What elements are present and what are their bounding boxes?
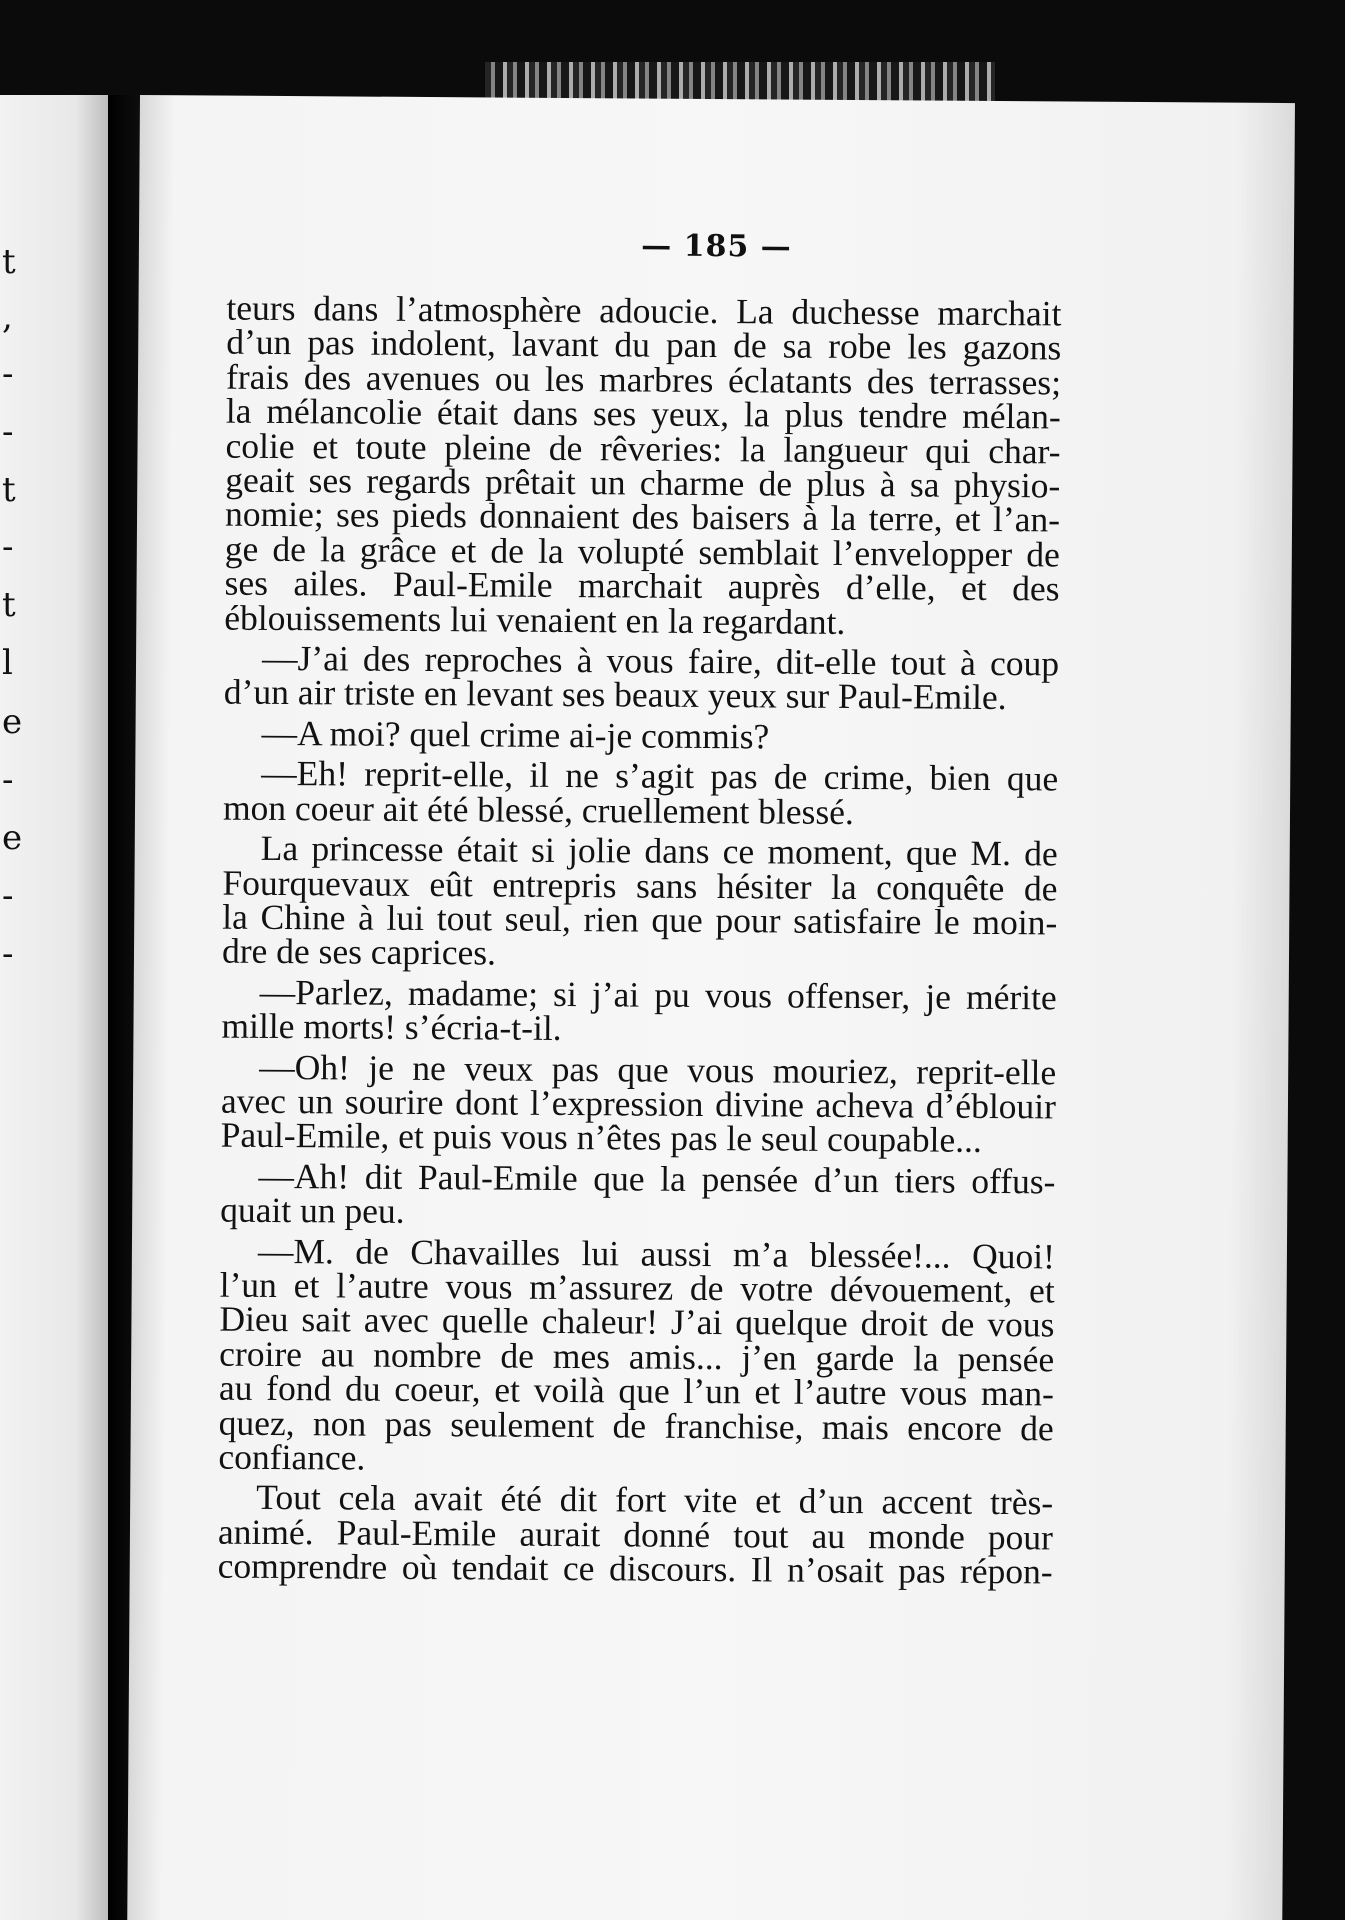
left-page-fragment: e <box>2 702 23 742</box>
text-line: frais des avenues ou les marbres éclatants des terrasses; <box>225 356 1062 403</box>
text-line: —J’ai des reproches à vous faire, dit-elle tout à coup <box>261 637 1060 684</box>
text-line: mille morts! s’écria-t-il. <box>221 1005 562 1049</box>
text-line: la Chine à lui tout seul, rien que pour satisfaire le moin- <box>222 896 1058 943</box>
left-page-fragment: t <box>2 242 16 282</box>
text-line: Fourquevaux eût entrepris sans hésiter la conquête de <box>222 862 1058 908</box>
left-facing-page <box>0 95 108 1920</box>
text-line: —A moi? quel crime ai-je commis? <box>261 712 770 757</box>
text-line: nomie; ses pieds donnaient des baisers à la terre, et l’an- <box>224 494 1061 540</box>
text-line: dre de ses caprices. <box>221 930 497 973</box>
text-line: avec un sourire dont l’expression divine acheva d’éblouir <box>220 1080 1057 1127</box>
left-page-fragment: t <box>2 585 16 625</box>
text-line: —Oh! je ne veux pas que vous mouriez, reprit-elle <box>259 1046 1057 1092</box>
left-page-fragment: e <box>2 818 23 858</box>
text-line: mon coeur ait été blessé, cruellement blessé. <box>222 787 855 832</box>
marbled-page-edge <box>485 62 995 102</box>
text-line: La princesse était si jolie dans ce moment, que M. de <box>260 827 1058 874</box>
text-line: comprendre où tendait ce discours. Il n’osait pas répon- <box>217 1545 1053 1592</box>
text-line: l’un et l’autre vous m’assurez de votre dévouement, et <box>219 1264 1055 1311</box>
text-line: —Eh! reprit-elle, il ne s’agit pas de crime, bien que <box>261 753 1059 799</box>
left-page-fragment: l <box>2 643 13 683</box>
text-line: teurs dans l’atmosphère adoucie. La duchesse marchait <box>226 287 1062 334</box>
left-page-fragment: - <box>2 354 14 394</box>
page-number: — 185 — <box>641 228 792 265</box>
text-line: confiance. <box>218 1436 366 1478</box>
left-page-fragment: - <box>2 876 14 916</box>
text-line: Dieu sait avec quelle chaleur! J’ai quelque droit de vous <box>219 1298 1055 1345</box>
text-line: Paul-Emile, et puis vous n’êtes pas le seul coupable... <box>220 1114 982 1161</box>
text-line: animé. Paul-Emile aurait donné tout au monde pour <box>217 1511 1054 1558</box>
left-page-fragment: - <box>2 760 14 800</box>
text-line: quait un peu. <box>220 1189 405 1232</box>
text-line: —Ah! dit Paul-Emile que la pensée d’un tiers offus- <box>258 1155 1056 1202</box>
text-line: ge de la grâce et de la volupté semblait l’envelopper de <box>224 528 1060 575</box>
text-line: éblouissements lui venaient en la regardant. <box>224 597 846 642</box>
text-line: au fond du coeur, et voilà que l’un et l’autre vous man- <box>218 1367 1055 1414</box>
text-line: la mélancolie était dans ses yeux, la plus tendre mélan- <box>225 390 1061 437</box>
left-page-fragment: - <box>2 527 14 567</box>
text-line: geait ses regards prêtait un charme de plus à sa physio- <box>225 459 1061 506</box>
text-line: d’un pas indolent, lavant du pan de sa robe les gazons <box>226 322 1062 368</box>
text-line: ses ailes. Paul-Emile marchait auprès d’elle, et des <box>224 562 1060 609</box>
text-line: croire au nombre de mes amis... j’en garde la pensée <box>219 1333 1055 1380</box>
right-page <box>127 95 1295 1920</box>
text-line: —M. de Chavailles lui aussi m’a blessée!... Quoi! <box>257 1230 1056 1276</box>
left-page-fragment: - <box>2 934 14 974</box>
text-line: quez, non pas seulement de franchise, mais encore de <box>218 1402 1054 1449</box>
page-body-text <box>217 287 1062 1592</box>
text-line: colie et toute pleine de rêveries: la langueur qui char- <box>225 425 1061 472</box>
text-line: Tout cela avait été dit fort vite et d’un accent très- <box>256 1477 1054 1523</box>
left-page-fragment: , <box>2 297 13 337</box>
left-page-fragment: t <box>2 470 16 510</box>
left-page-fragment: - <box>2 412 14 452</box>
text-line: d’un air triste en levant ses beaux yeux sur Paul-Emile. <box>223 672 1007 718</box>
text-line: —Parlez, madame; si j’ai pu vous offenser, je mérite <box>259 971 1057 1018</box>
